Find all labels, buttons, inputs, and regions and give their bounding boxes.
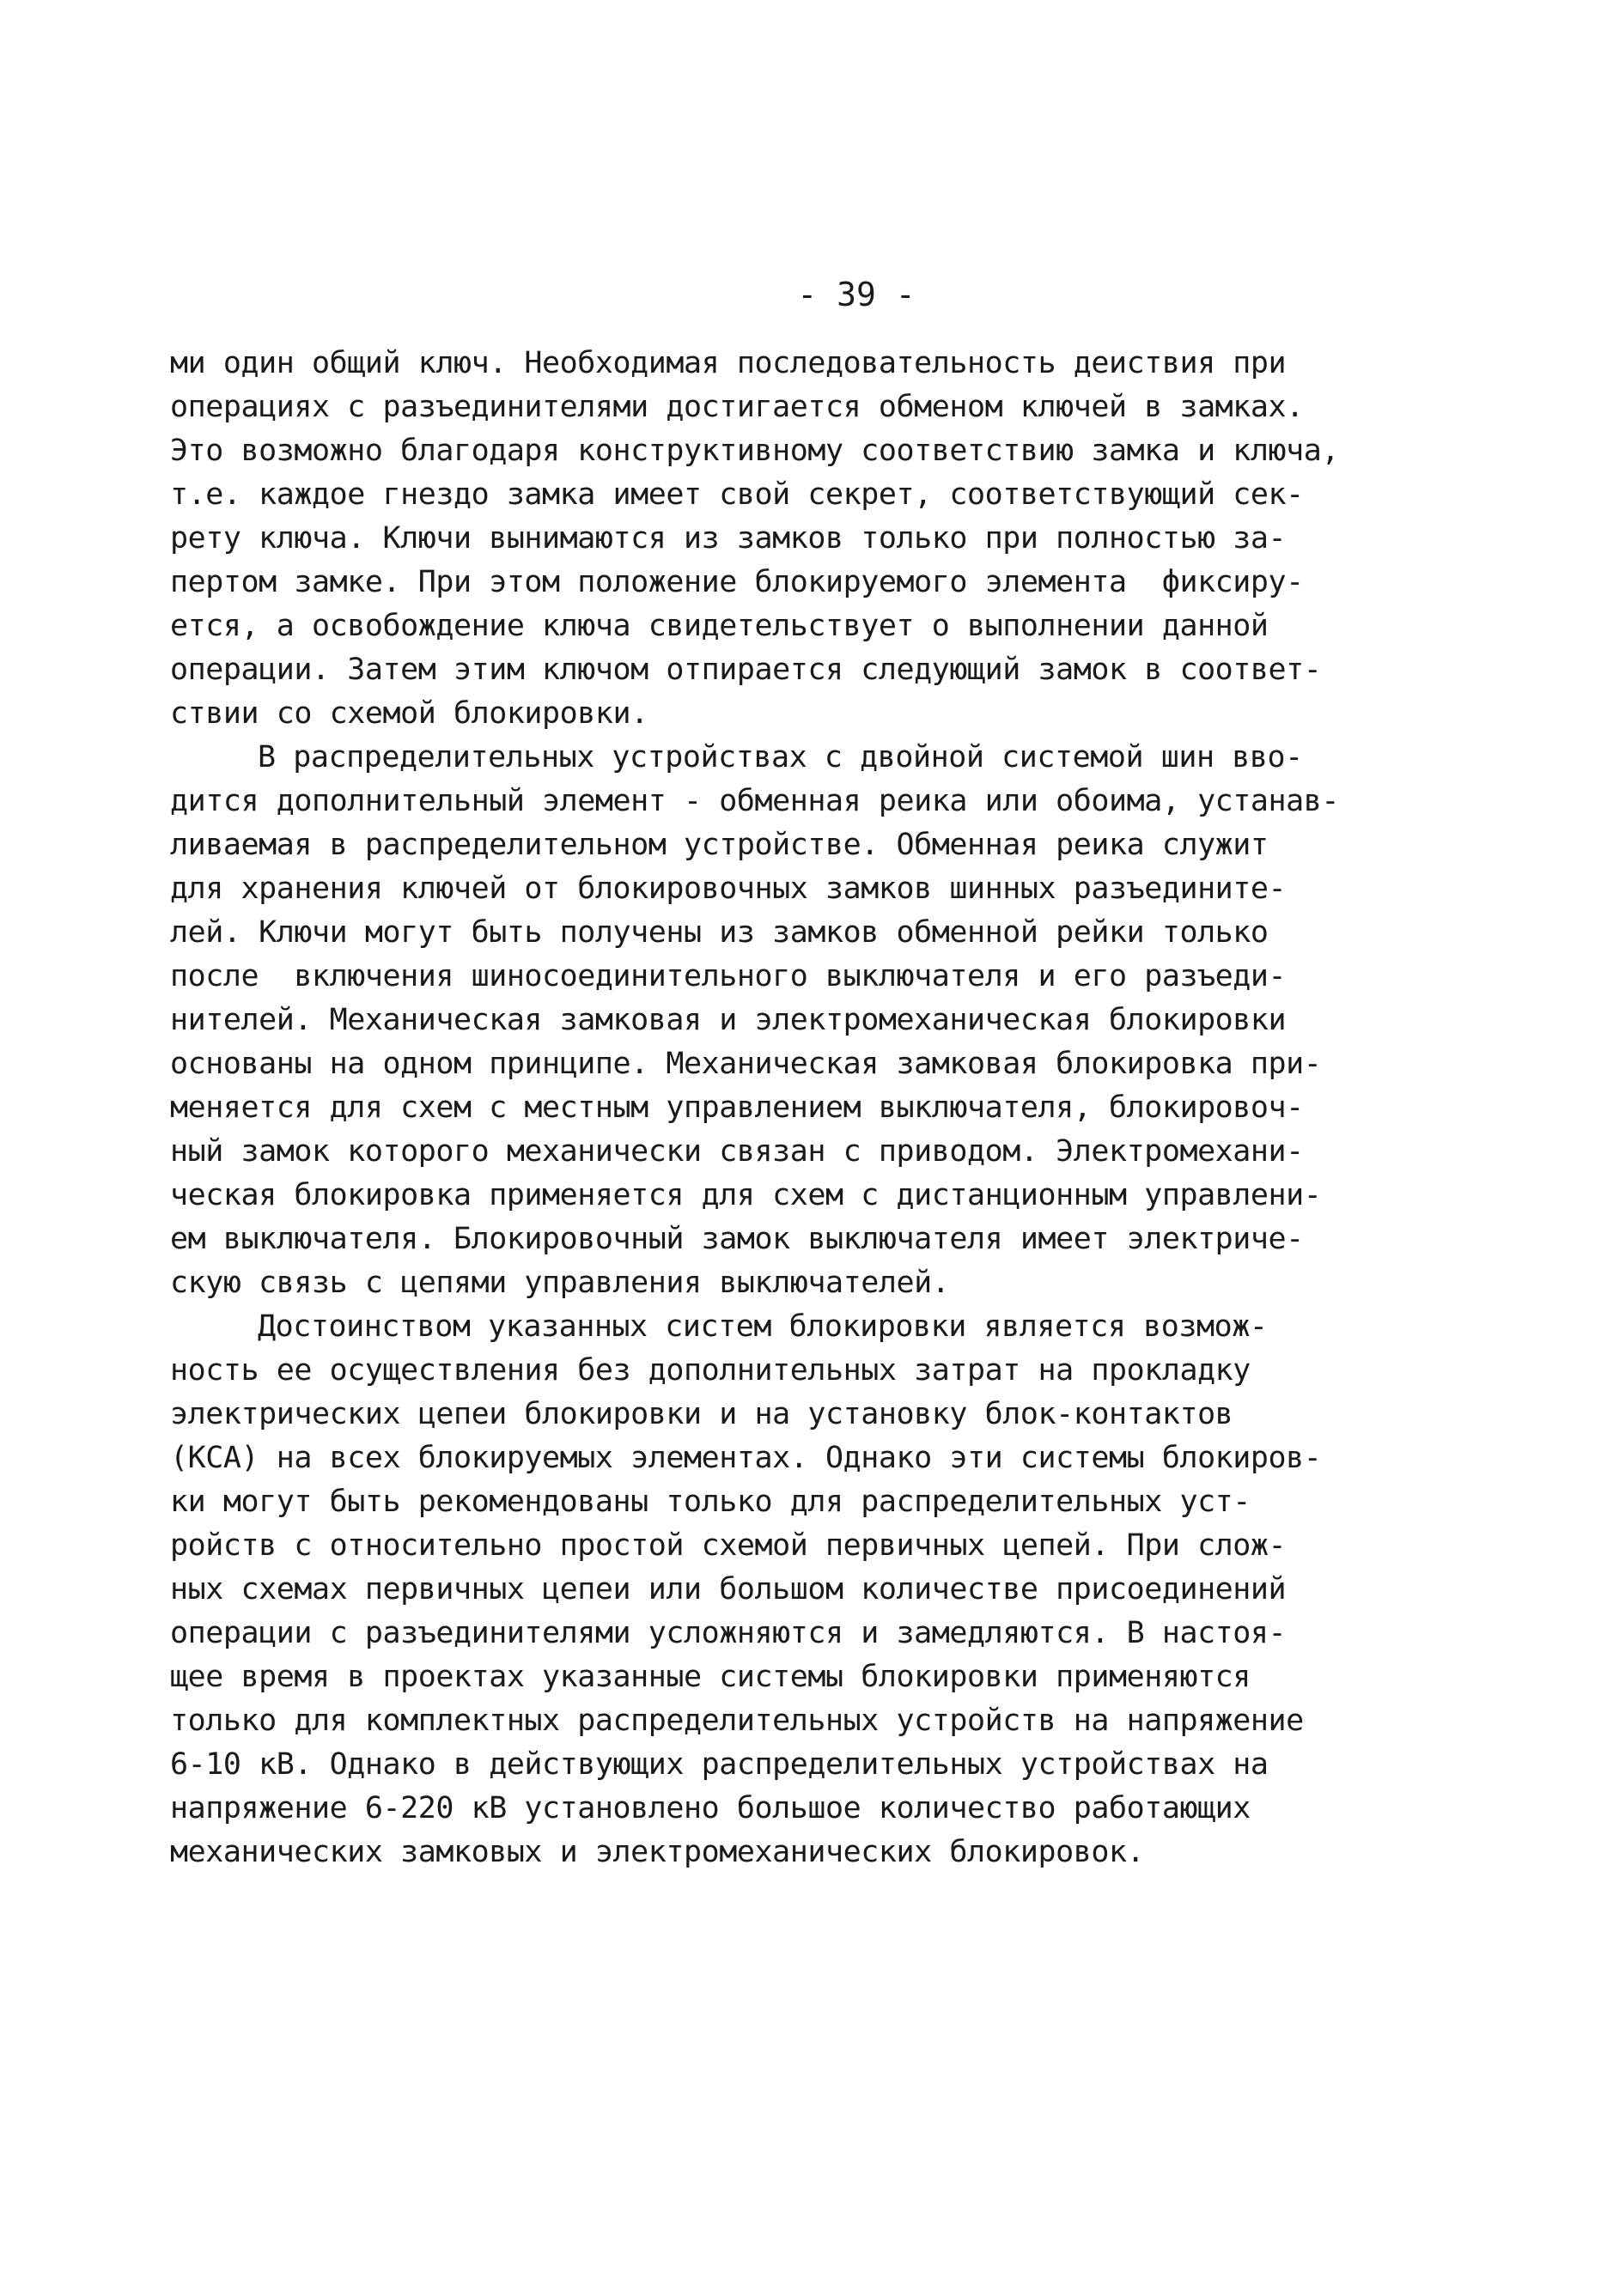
text-line: В распределительных устройствах с двойной системой шин вво-	[258, 740, 1303, 774]
text-line: операции с разъединителями усложняются и замедляются. В настоя-	[170, 1616, 1287, 1650]
text-line: только для комплектных распределительных устройств на напряжение	[170, 1704, 1304, 1738]
text-line: рету ключа. Ключи вынимаются из замков только при полностью за-	[170, 521, 1287, 556]
text-line: ми один общий ключ. Необходимая последовательность деиствия при	[170, 346, 1287, 380]
paragraph-3	[170, 1305, 1424, 1874]
text-line: 6-10 кВ. Однако в действующих распределительных устройствах на	[170, 1747, 1269, 1782]
text-line: для хранения ключей от блокировочных замков шинных разъедините-	[170, 872, 1287, 906]
text-line: нителей. Механическая замковая и электромеханическая блокировки	[170, 1003, 1287, 1037]
text-line: ройств с относительно простой схемой первичных цепей. При слож-	[170, 1528, 1287, 1563]
text-line: щее время в проектах указанные системы блокировки применяются	[170, 1660, 1251, 1694]
text-line: электрических цепеи блокировки и на установку блок-контактов	[170, 1397, 1233, 1431]
text-line: ки могут быть рекомендованы только для распределительных уст-	[170, 1485, 1251, 1519]
text-line: операции. Затем этим ключом отпирается следующий замок в соответ-	[170, 653, 1322, 687]
text-line: операциях с разъединителями достигается обменом ключей в замках.	[170, 390, 1304, 424]
text-line: Это возможно благодаря конструктивному соответствию замка и ключа,	[170, 434, 1340, 468]
text-line: скую связь с цепями управления выключателей.	[170, 1266, 950, 1300]
text-line: ется, а освобождение ключа свидетельствует о выполнении данной	[170, 609, 1269, 643]
text-line: меняется для схем с местным управлением выключателя, блокировоч-	[170, 1090, 1304, 1125]
text-line: основаны на одном принципе. Механическая замковая блокировка при-	[170, 1047, 1322, 1081]
text-line: ческая блокировка применяется для схем с дистанционным управлени-	[170, 1178, 1322, 1212]
text-line: лей. Ключи могут быть получены из замков обменной рейки только	[170, 915, 1269, 950]
text-line: т.е. каждое гнездо замка имеет свой секрет, соответствующий сек-	[170, 477, 1304, 512]
body-text	[170, 342, 1424, 1874]
text-line: Достоинством указанных систем блокировки является возмож-	[258, 1309, 1268, 1344]
text-line: ных схемах первичных цепеи или большом количестве присоединений	[170, 1572, 1287, 1607]
text-line: ем выключателя. Блокировочный замок выключателя имеет электриче-	[170, 1222, 1304, 1256]
text-line: (КСА) на всех блокируемых элементах. Однако эти системы блокиров-	[170, 1441, 1322, 1475]
text-line: механических замковых и электромеханических блокировок.	[170, 1835, 1145, 1869]
page-number: - 39 -	[797, 276, 916, 313]
text-line: ливаемая в распределительном устройстве. Обменная реика служит	[170, 828, 1269, 862]
text-line: дится дополнительный элемент - обменная реика или обоима, устанав-	[170, 784, 1340, 818]
text-line: ствии со схемой блокировки.	[170, 696, 648, 731]
paragraph-1	[170, 342, 1424, 736]
text-line: напряжение 6-220 кВ установлено большое количество работающих	[170, 1791, 1251, 1825]
text-line: ность ее осуществления без дополнительных затрат на прокладку	[170, 1353, 1251, 1388]
text-line: пертом замке. При этом положение блокируемого элемента фиксиру-	[170, 565, 1304, 599]
text-line: после включения шиносоединительного выключателя и его разъеди-	[170, 959, 1287, 993]
paragraph-2	[170, 736, 1424, 1305]
text-line: ный замок которого механически связан с приводом. Электромехани-	[170, 1134, 1304, 1169]
